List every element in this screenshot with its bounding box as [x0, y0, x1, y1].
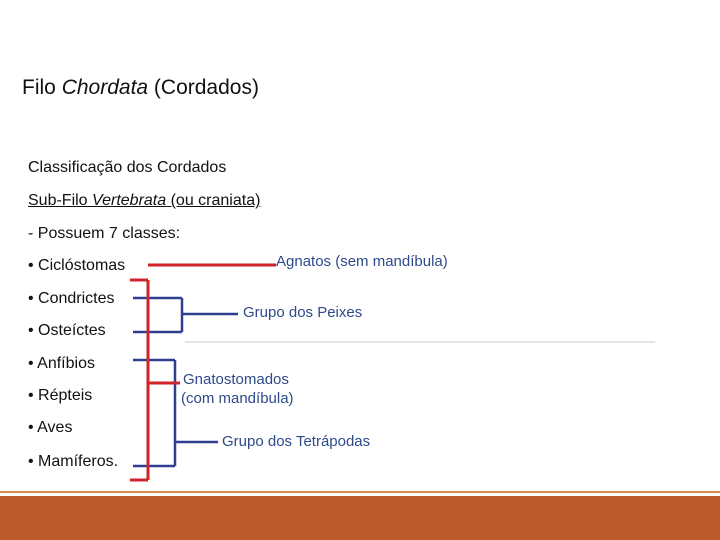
peixes-label: Grupo dos Peixes [243, 304, 363, 321]
class-item-anfibios: • Anfíbios [28, 355, 95, 372]
class-item-aves: • Aves [28, 419, 73, 436]
footer-bar [0, 496, 720, 540]
gnatostomados-bracket [130, 280, 180, 480]
page-title: Filo Chordata (Cordados) [22, 76, 259, 99]
footer-accent-line [0, 491, 720, 493]
gnatostomados-label-line1: Gnatostomados [183, 371, 289, 388]
class-item-ciclostomas: • Ciclóstomas [28, 257, 126, 274]
class-item-repteis: • Répteis [28, 387, 93, 404]
classes-intro: - Possuem 7 classes: [28, 225, 181, 242]
tetrapodas-label: Grupo dos Tetrápodas [222, 433, 371, 450]
subfilo-line: Sub-Filo Vertebrata (ou craniata) [28, 192, 261, 209]
class-item-condrictes: • Condrictes [28, 290, 115, 307]
agnatos-label: Agnatos (sem mandíbula) [276, 253, 448, 270]
class-item-osteictes: • Osteíctes [28, 322, 106, 339]
section-heading: Classificação dos Cordados [28, 159, 227, 176]
class-item-mamiferos: • Mamíferos. [28, 453, 119, 470]
gnatostomados-label-line2: (com mandíbula) [181, 390, 294, 407]
